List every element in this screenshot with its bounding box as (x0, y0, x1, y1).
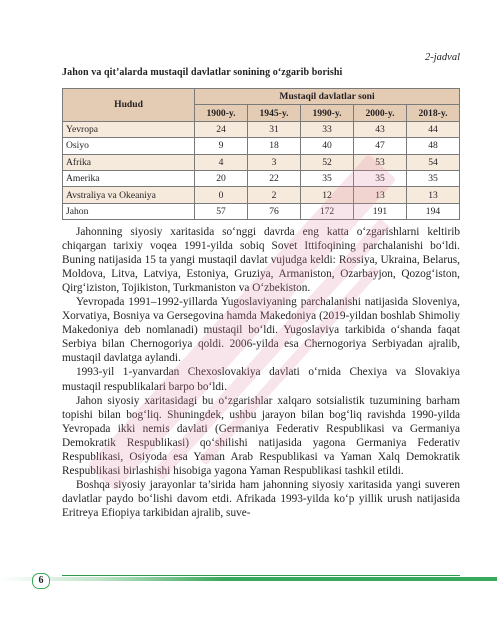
value-cell: 35 (406, 170, 459, 186)
table-row (63, 154, 460, 170)
value-cell: 48 (406, 138, 459, 154)
footer-accent-bar (0, 577, 497, 581)
paragraph: 1993-yil 1-yanvardan Chexoslovakiya davlati o‘rnida Chexiya va Slovakiya mustaqil respublikalari barpo bo‘ldi. (62, 366, 460, 393)
table-row (63, 138, 460, 154)
independent-states-table (62, 88, 460, 220)
value-cell: 194 (406, 203, 459, 219)
value-cell: 40 (301, 138, 354, 154)
header-year: 2018-y. (406, 105, 459, 121)
value-cell: 33 (301, 121, 354, 137)
value-cell: 35 (354, 170, 407, 186)
value-cell: 57 (195, 203, 248, 219)
value-cell: 13 (354, 187, 407, 203)
header-year: 2000-y. (354, 105, 407, 121)
value-cell: 12 (301, 187, 354, 203)
table-row (63, 203, 460, 219)
value-cell: 24 (195, 121, 248, 137)
value-cell: 54 (406, 154, 459, 170)
value-cell: 13 (406, 187, 459, 203)
body-text (62, 225, 460, 520)
value-cell: 76 (248, 203, 301, 219)
table-row (63, 187, 460, 203)
value-cell: 4 (195, 154, 248, 170)
paragraph: Jahonning siyosiy xaritasida so‘nggi davrda eng katta o‘zgarishlarni keltirib chiqargan tarixiy voqea 1991-yilda sobiq Sovet Ittifoqining parchalanishi bo‘ldi. Buning natijasida 15 ta yangi mustaqil davlat vujudga keldi: Rossiya, Ukraina, Belarus, Moldova, Litva, Latviya, Estoniya, Gruziya, Armaniston, Ozarbayjon, Qozog‘iston, Qirg‘iziston, Tojikiston, Turkmaniston va O‘zbekiston. (62, 226, 460, 295)
value-cell: 172 (301, 203, 354, 219)
value-cell: 35 (301, 170, 354, 186)
page-number: 6 (32, 573, 50, 589)
header-region: Hudud (63, 89, 195, 122)
table-title: Jahon va qit’alarda mustaqil davlatlar sonining o‘zgarib borishi (62, 67, 343, 78)
region-cell: Jahon (63, 203, 195, 219)
value-cell: 22 (248, 170, 301, 186)
header-year: 1990-y. (301, 105, 354, 121)
value-cell: 18 (248, 138, 301, 154)
value-cell: 44 (406, 121, 459, 137)
region-cell: Avstraliya va Okeaniya (63, 187, 195, 203)
region-cell: Yevropa (63, 121, 195, 137)
value-cell: 53 (354, 154, 407, 170)
value-cell: 9 (195, 138, 248, 154)
paragraph: Yevropada 1991–1992-yillarda Yugoslaviyaning parchalanishi natijasida Sloveniya, Xorvatiya, Bosniya va Gersegovina hamda Makedoniya (2019-yildan boshlab Shimoliy Makedoniya deb nomlanadi) mustaqil bo‘ldi. Yugoslaviya tarkibida o‘shanda faqat Serbiya bilan Chernogoriya qoldi. 2006-yilda esa Chernogoriya Serbiyadan ajralib, mustaqil davlatga aylandi. (62, 296, 460, 365)
table-row (63, 121, 460, 137)
header-group: Mustaqil davlatlar soni (195, 89, 460, 105)
value-cell: 31 (248, 121, 301, 137)
region-cell: Amerika (63, 170, 195, 186)
value-cell: 47 (354, 138, 407, 154)
table-row (63, 170, 460, 186)
region-cell: Osiyo (63, 138, 195, 154)
table-label: 2-jadval (425, 52, 460, 63)
value-cell: 52 (301, 154, 354, 170)
value-cell: 3 (248, 154, 301, 170)
value-cell: 191 (354, 203, 407, 219)
value-cell: 43 (354, 121, 407, 137)
value-cell: 20 (195, 170, 248, 186)
header-year: 1900-y. (195, 105, 248, 121)
value-cell: 0 (195, 187, 248, 203)
header-year: 1945-y. (248, 105, 301, 121)
value-cell: 2 (248, 187, 301, 203)
paragraph: Jahon siyosiy xaritasidagi bu o‘zgarishlar xalqaro sotsialistik tuzumining barham topishi bilan bog‘liq. Shuningdek, ushbu jarayon bilan bog‘liq ravishda 1990-yilda Yevropada ikki nemis davlati (Germaniya Federativ Respublikasi va Germaniya Demokratik Respublikasi) qo‘shilishi natijasida yagona Germaniya Federativ Respublikasi, Osiyoda esa Yaman Arab Respublikasi va Yaman Xalq Demokratik Respublikasi birlashishi hisobiga yagona Yaman Respublikasi tashkil etildi. (62, 394, 460, 477)
region-cell: Afrika (63, 154, 195, 170)
paragraph: Boshqa siyosiy jarayonlar ta’sirida ham jahonning siyosiy xaritasida yangi suveren davlatlar paydo bo‘lishi davom etdi. Afrikada 1993-yilda ko‘p yillik urush natijasida Eritreya Efiopiya tarkibidan ajralib, suve- (62, 478, 460, 519)
footer-rule (62, 575, 460, 576)
